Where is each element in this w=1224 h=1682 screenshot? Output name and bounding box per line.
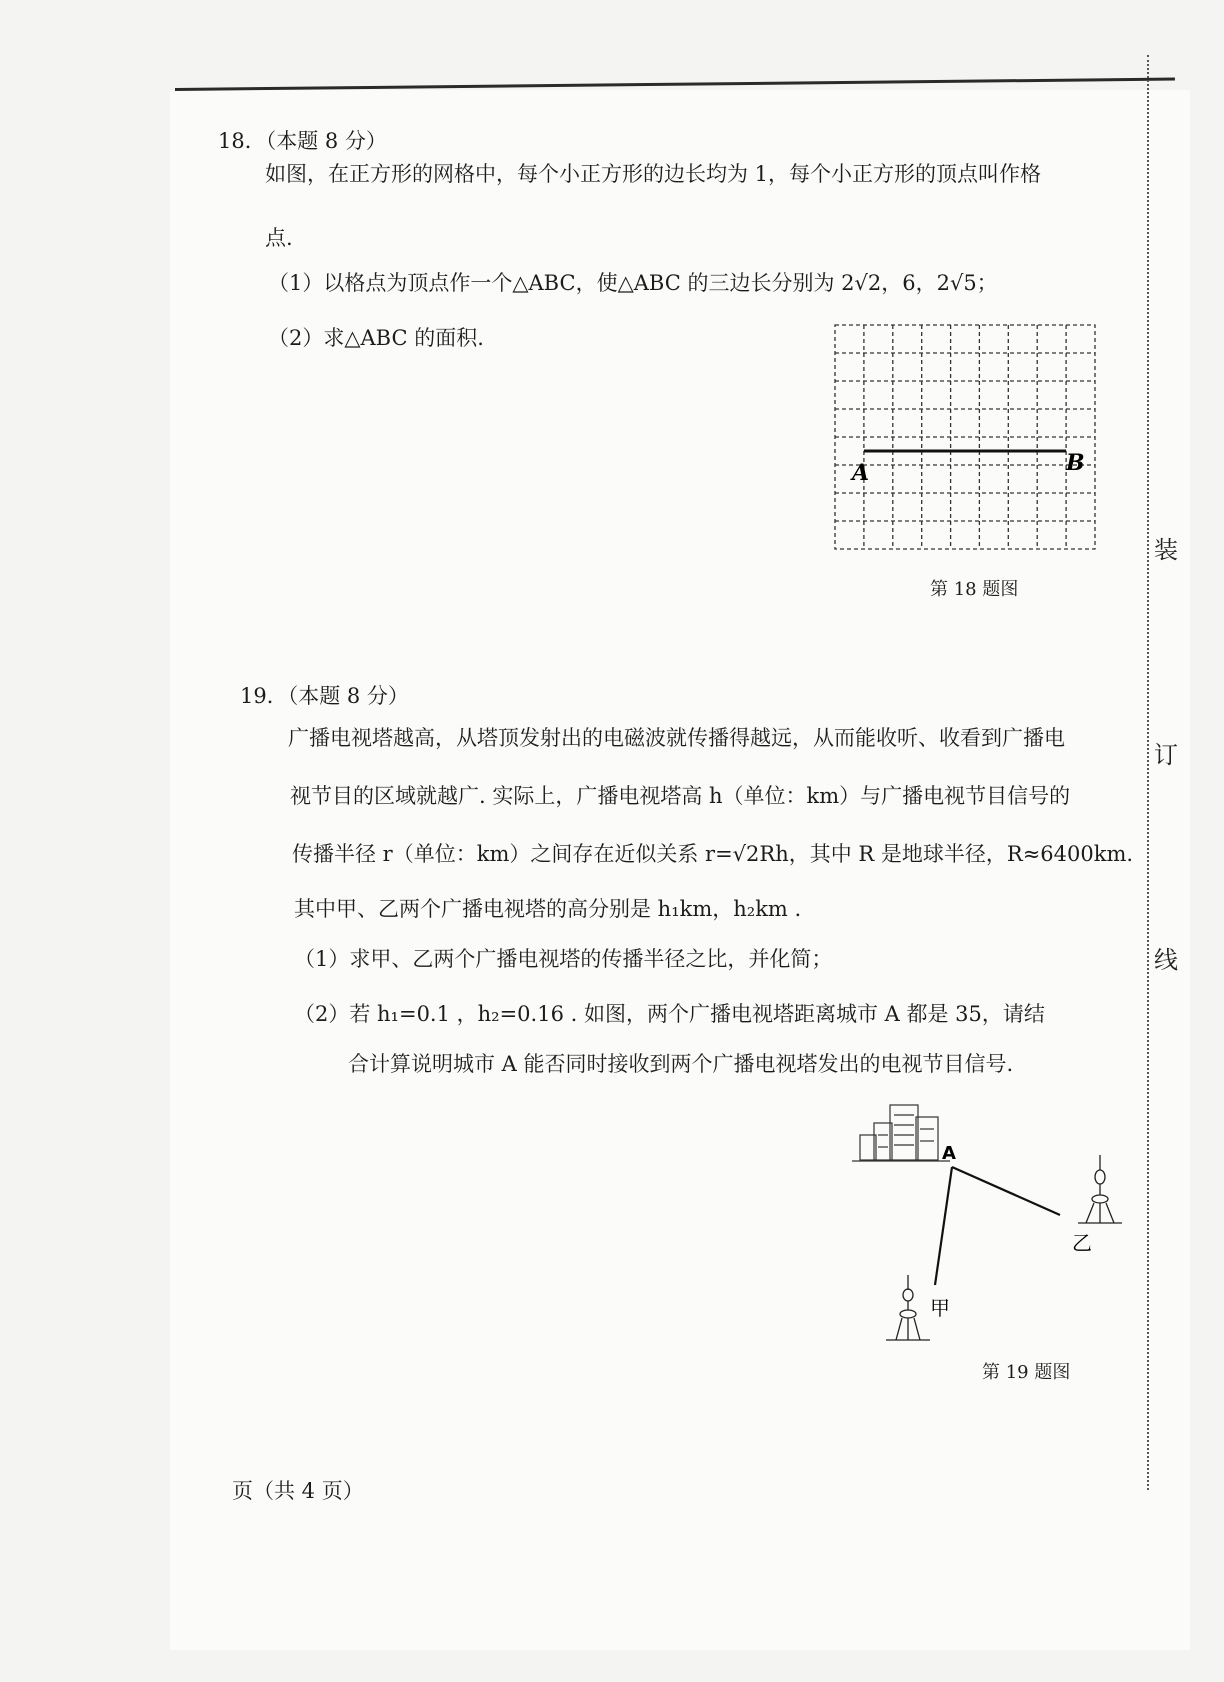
q19-heading: 19．（本题 8 分）	[240, 684, 409, 708]
page-footer: 页（共 4 页）	[232, 1479, 364, 1503]
q19-part1: （1）求甲、乙两个广播电视塔的传播半径之比，并化简；	[294, 947, 833, 971]
q19-caption: 第 19 题图	[982, 1362, 1071, 1383]
q19-line4: 其中甲、乙两个广播电视塔的高分别是 h₁km，h₂km .	[294, 897, 802, 921]
binding-mark-xian: 线	[1154, 946, 1178, 974]
q19-line2: 视节目的区域就越广. 实际上，广播电视塔高 h（单位：km）与广播电视节目信号的	[290, 784, 1071, 808]
binding-mark-ding: 订	[1154, 741, 1178, 769]
q19-line1: 广播电视塔越高，从塔顶发射出的电磁波就传播得越远，从而能收听、收看到广播电	[288, 726, 1065, 750]
q18-line1: 如图，在正方形的网格中，每个小正方形的边长均为 1，每个小正方形的顶点叫作格	[265, 162, 1042, 186]
q18-heading: 18．（本题 8 分）	[218, 129, 387, 153]
line-a-to-yi	[952, 1167, 1060, 1215]
tower-yi-icon	[1078, 1155, 1122, 1223]
point-b-label: B	[1066, 450, 1085, 476]
tower-jia-icon	[886, 1275, 930, 1340]
q18-part1: （1）以格点为顶点作一个△ABC，使△ABC 的三边长分别为 2√2，6，2√5；	[268, 271, 998, 295]
city-a-label: A	[942, 1143, 956, 1164]
tower-jia-label: 甲	[930, 1296, 950, 1320]
top-rule	[175, 78, 1175, 91]
q19-line3: 传播半径 r（单位：km）之间存在近似关系 r=√2Rh，其中 R 是地球半径，R≈6400km.	[292, 842, 1134, 866]
q19-map-figure	[850, 1095, 1140, 1345]
city-buildings-icon	[852, 1105, 950, 1161]
binding-mark-zhuang: 装	[1154, 536, 1178, 564]
q18-caption: 第 18 题图	[930, 579, 1019, 600]
q19-part2: （2）若 h₁=0.1 ，h₂=0.16 . 如图，两个广播电视塔距离城市 A 都是 35，请结	[294, 1002, 1045, 1026]
q19-part2-cont: 合计算说明城市 A 能否同时接收到两个广播电视塔发出的电视节目信号.	[348, 1052, 1014, 1076]
q18-part2: （2）求△ABC 的面积.	[268, 326, 484, 350]
line-a-to-jia	[935, 1167, 952, 1285]
point-a-label: A	[852, 460, 870, 486]
q18-grid	[835, 325, 1095, 549]
binding-dotted-line	[1147, 55, 1149, 1490]
q18-grid-figure	[830, 320, 1100, 560]
q18-line2: 点.	[265, 226, 293, 250]
tower-yi-label: 乙	[1072, 1231, 1092, 1255]
